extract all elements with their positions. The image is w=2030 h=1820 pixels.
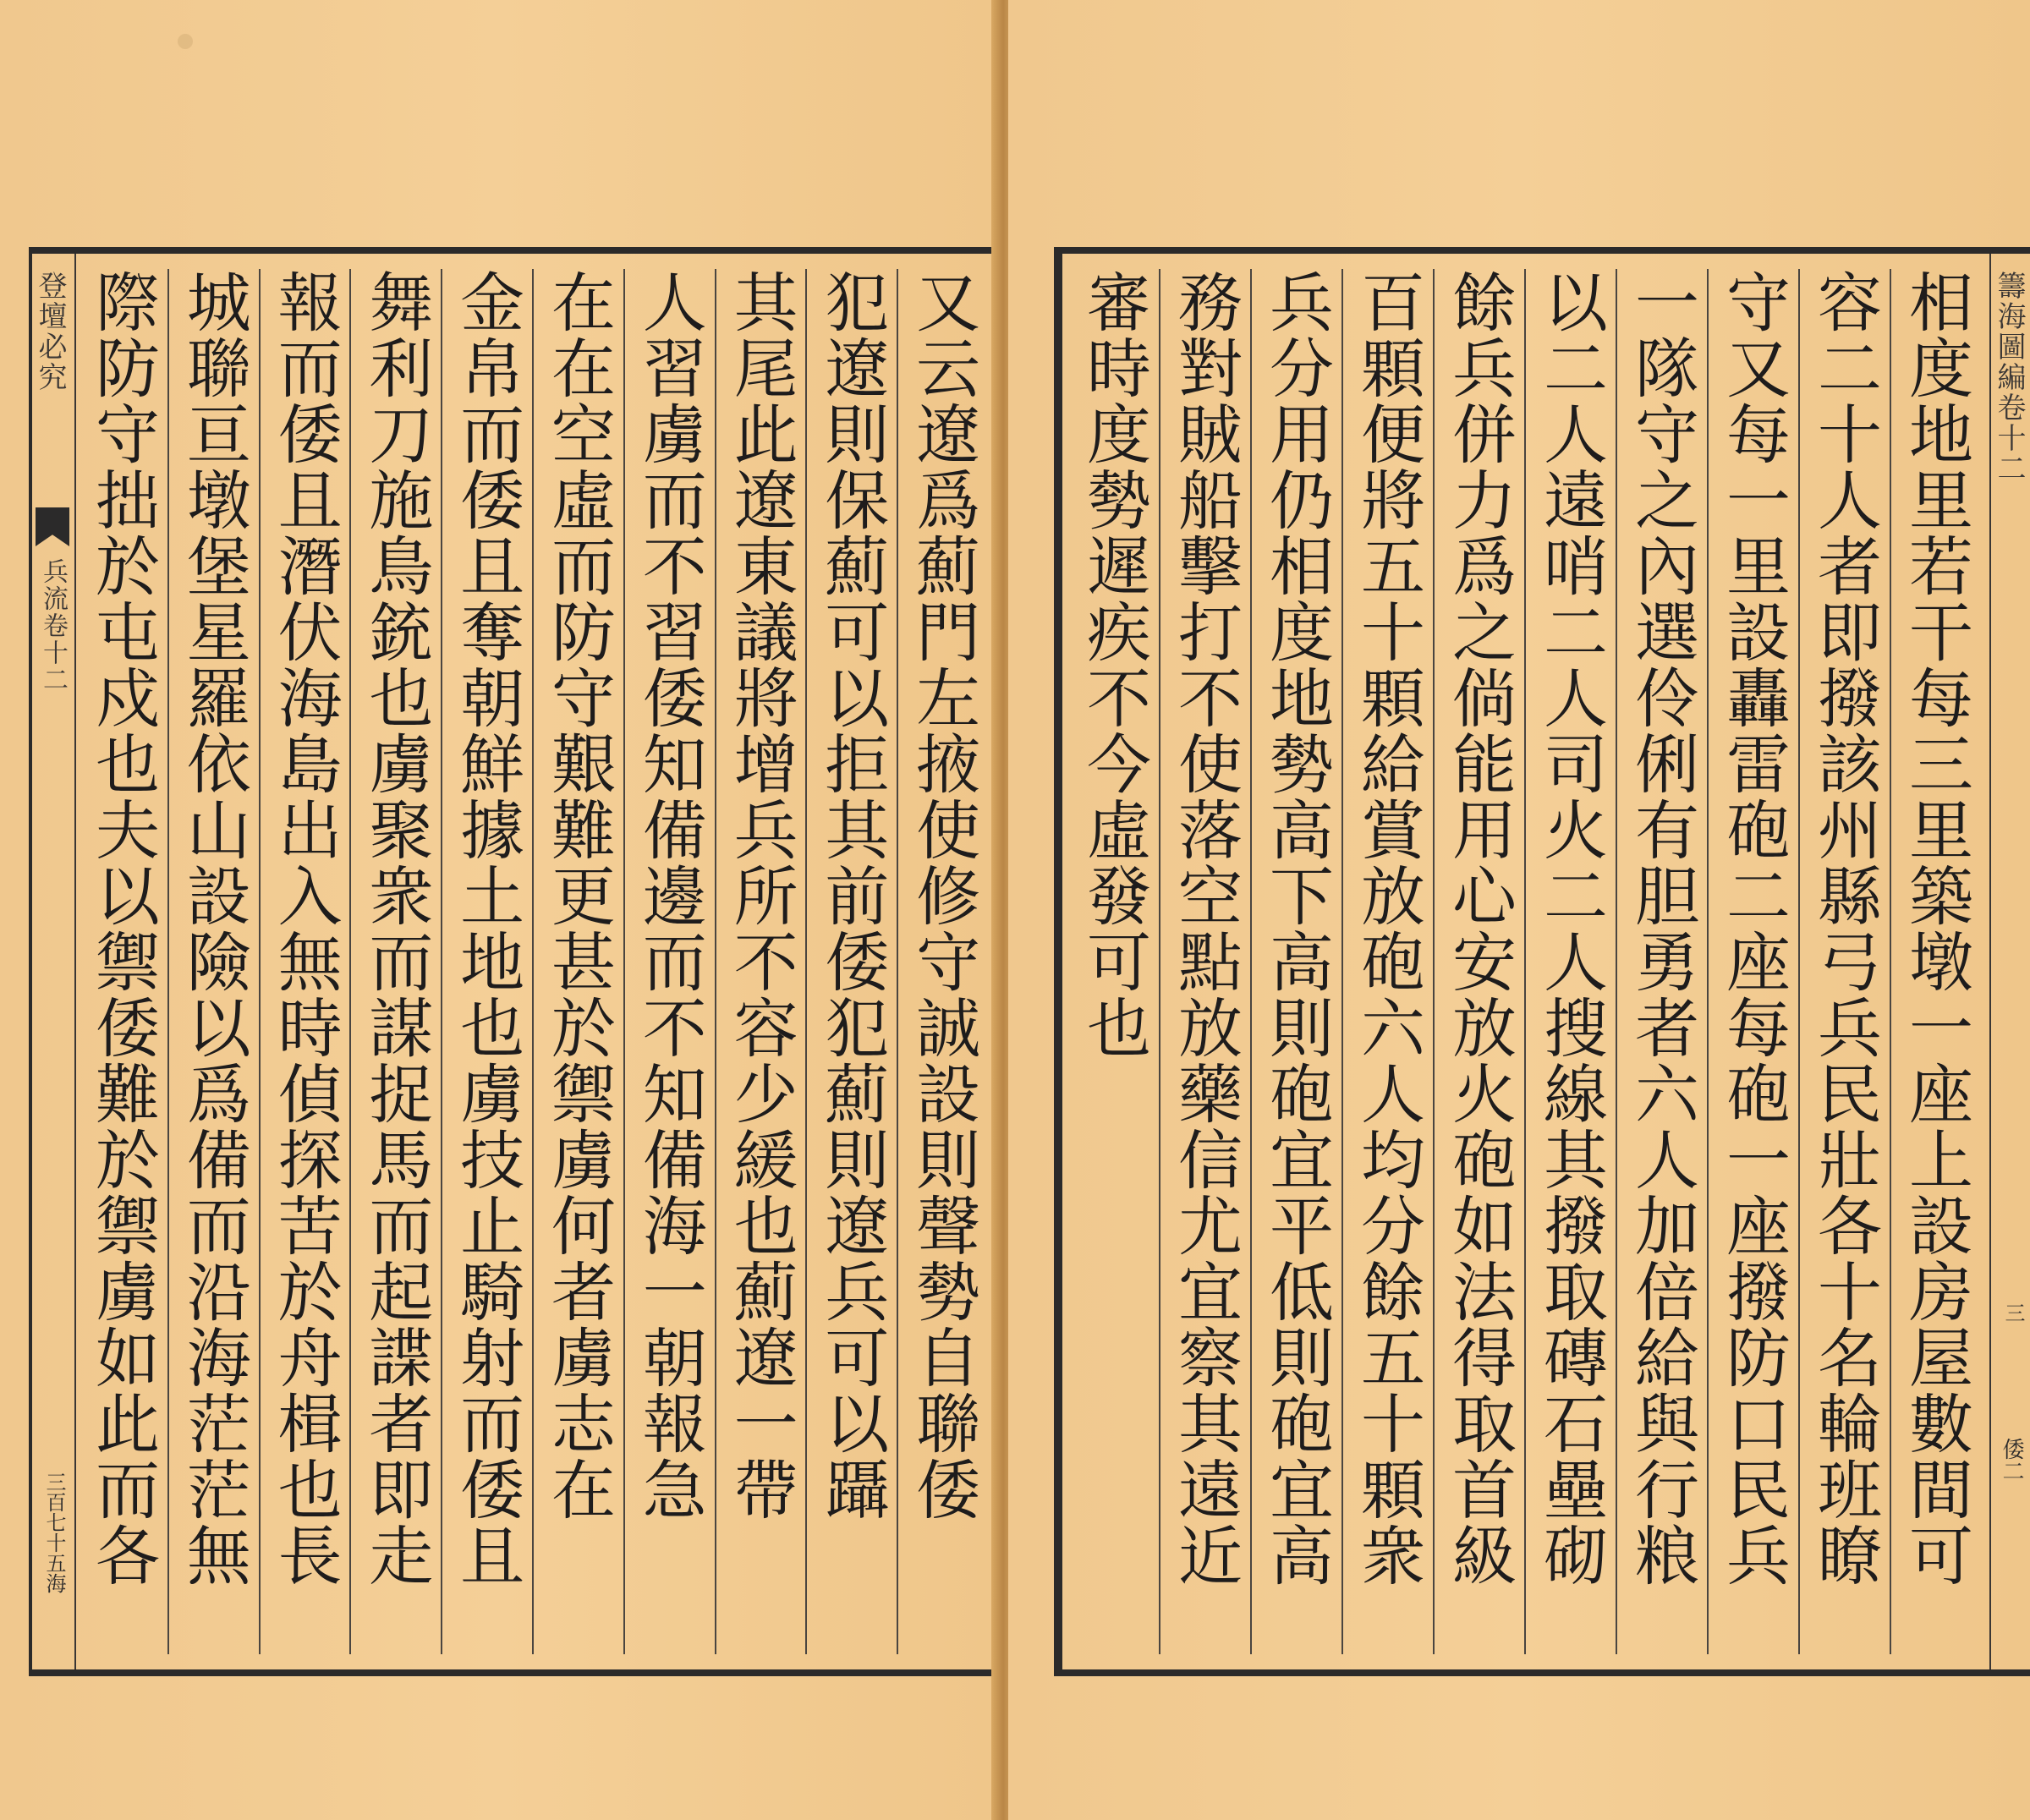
column-text: 在在空虛而防守艱難更甚於禦虜何者虜志在 (540, 269, 617, 1522)
column-text: 報而倭且潛伏海島出入無時偵探苦於舟楫也長 (267, 269, 343, 1588)
text-column (1069, 269, 1159, 1654)
text-column (1524, 269, 1616, 1654)
column-text: 容二十人者即撥該州縣弓兵民壯各十名輪班瞭 (1807, 269, 1883, 1588)
heart-title: 籌海圖編卷十二 (1992, 271, 2026, 484)
right-page (1008, 0, 2030, 1820)
right-page-frame (1054, 247, 2030, 1676)
text-column (623, 269, 715, 1654)
column-text: 兵分用仍相度地勢高下高則砲宜平低則砲宜高 (1259, 269, 1335, 1588)
text-column (1616, 269, 1707, 1654)
column-text: 金帛而倭且奪朝鮮據土地也虜技止騎射而倭且 (449, 269, 525, 1588)
column-text: 守又每一里設轟雷砲二座每砲一座撥防口民兵 (1715, 269, 1791, 1588)
left-page-frame (29, 247, 998, 1676)
column-text: 其尾此遼東議將增兵所不容少緩也薊遼一帶 (723, 269, 799, 1522)
column-text: 務對賊船擊打不使落空點放藥信尤宜察其遠近 (1167, 269, 1243, 1588)
text-column (1159, 269, 1250, 1654)
column-text: 百顆便將五十顆給賞放砲六人均分餘五十顆衆 (1350, 269, 1426, 1588)
text-column (1798, 269, 1890, 1654)
text-column (1707, 269, 1798, 1654)
column-text: 犯遼則保薊可以拒其前倭犯薊則遼兵可以躡 (814, 269, 890, 1522)
text-column (1433, 269, 1524, 1654)
column-text: 餘兵併力爲之倘能用心安放火砲如法得取首級 (1441, 269, 1517, 1588)
right-text-columns (1069, 269, 1981, 1654)
heart-folio: 三 (2001, 1302, 2025, 1323)
text-column (349, 269, 441, 1654)
text-column (1890, 269, 1981, 1654)
column-text: 舞利刀施鳥銃也虜聚衆而謀捉馬而起諜者即走 (358, 269, 434, 1588)
text-column (1250, 269, 1341, 1654)
column-text: 以二人遠哨二人司火二人搜線其撥取磚石壘砌 (1533, 269, 1609, 1588)
column-text: 審時度勢遲疾不今虛發可也 (1076, 269, 1152, 1061)
right-block-heart (1989, 254, 2030, 1669)
column-text: 際防守拙於屯戍也夫以禦倭難於禦虜如此而各 (85, 269, 161, 1588)
left-block-heart (32, 254, 76, 1669)
left-page (0, 0, 998, 1820)
fish-tail-mark (36, 507, 69, 546)
column-text: 人習虜而不習倭知備邊而不知備海一朝報急 (632, 269, 708, 1522)
text-column (805, 269, 897, 1654)
column-text: 相度地里若干每三里築墩一座上設房屋數間可 (1898, 269, 1974, 1588)
text-column (167, 269, 259, 1654)
text-column (259, 269, 350, 1654)
text-column (715, 269, 806, 1654)
text-column (1341, 269, 1433, 1654)
heart-title: 登壇必究 (33, 271, 67, 392)
text-column (441, 269, 532, 1654)
column-text: 一隊守之內選伶俐有胆勇者六人加倍給與行粮 (1624, 269, 1700, 1588)
column-text: 又云遼爲薊門左掖使修守誠設則聲勢自聯倭 (905, 269, 981, 1522)
left-text-columns (78, 269, 988, 1654)
heart-side-label: 倭二 (1999, 1438, 2024, 1482)
text-column (897, 269, 988, 1654)
heart-folio: 三百七十五海 (42, 1472, 66, 1593)
column-text: 城聯亘墩堡星羅依山設險以爲備而沿海茫茫無 (176, 269, 252, 1588)
text-column (532, 269, 623, 1654)
text-column (78, 269, 167, 1654)
heart-subtitle: 兵流卷十二 (38, 558, 68, 693)
